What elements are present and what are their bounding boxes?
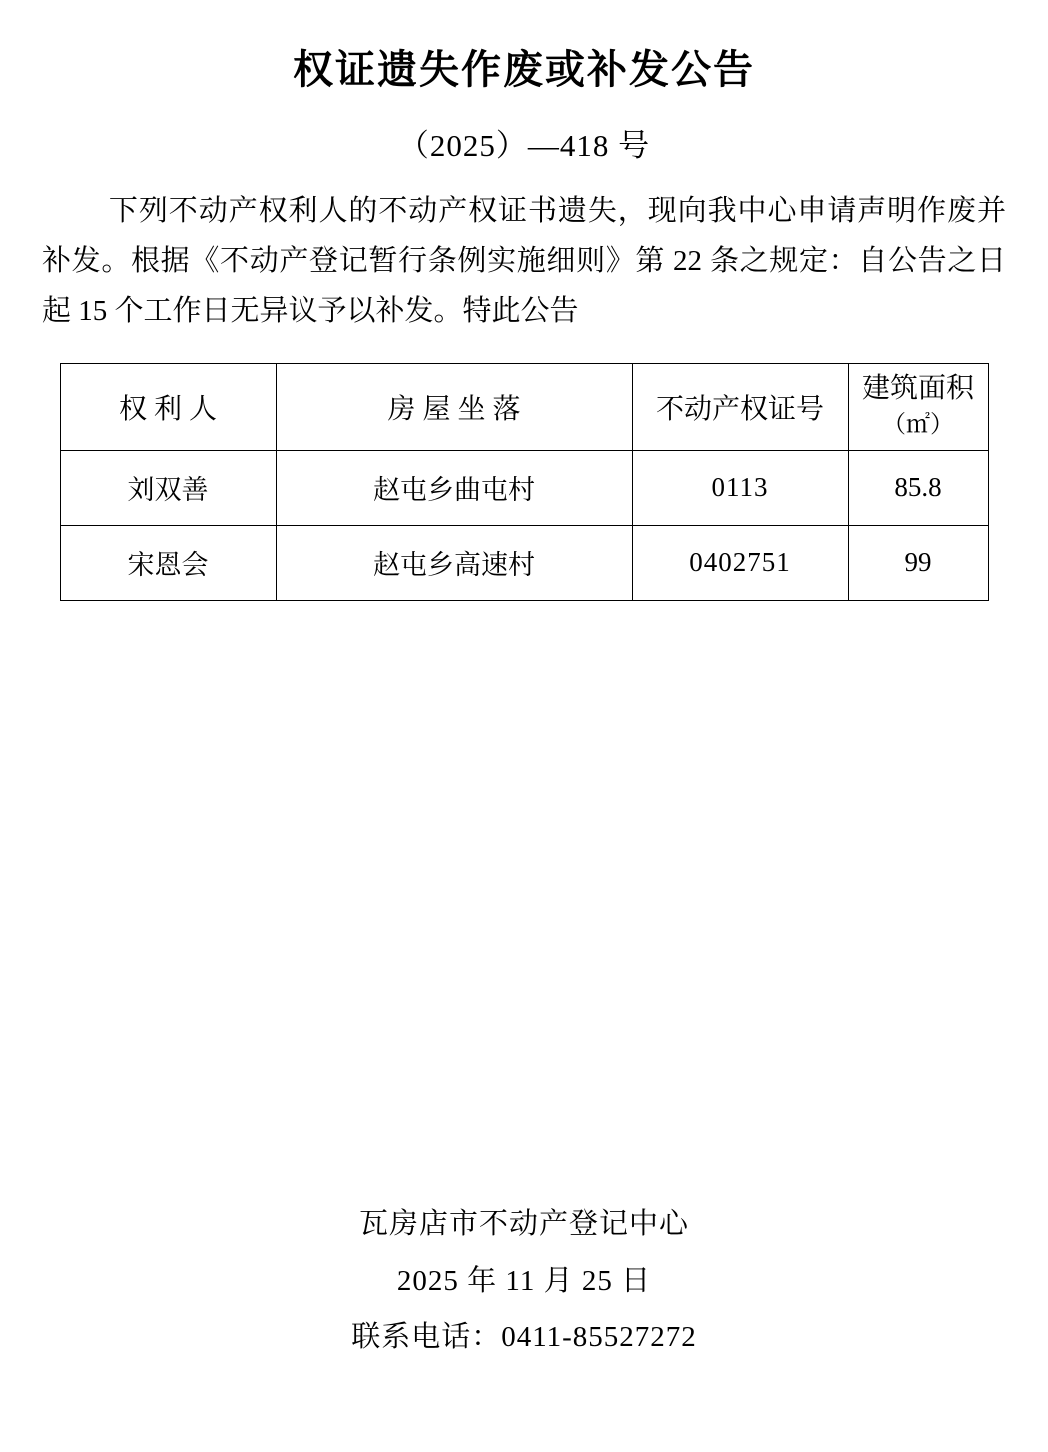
document-number: （2025）—418 号 [397, 128, 651, 163]
document-page [0, 46, 1048, 1452]
column-header-building-area [848, 363, 988, 450]
issuing-authority: 瓦房店市不动产登记中心 [358, 1208, 689, 1241]
cell-building-area: 99 [848, 525, 988, 600]
column-header-location: 房 屋 坐 落 [276, 363, 632, 450]
table-row [60, 525, 988, 600]
contact-phone: 联系电话：0411-85527272 [351, 1321, 697, 1354]
cell-location: 赵屯乡曲屯村 [276, 450, 632, 525]
document-footer [0, 1196, 1048, 1366]
cell-location: 赵屯乡高速村 [276, 525, 632, 600]
certificate-table [60, 363, 989, 601]
area-header-wrapper [849, 372, 988, 440]
cell-owner: 宋恩会 [60, 525, 276, 600]
table-header [60, 363, 988, 450]
paragraph-text: 下列不动产权利人的不动产权证书遗失，现向我中心申请声明作废并补发。根据《不动产登记暂行条例实施细则》第 22 条之规定：自公告之日起 15 个工作日无异议予以补发。特此公告 [42, 195, 1006, 327]
area-header-unit: （㎡） [882, 411, 954, 438]
table-row [60, 450, 988, 525]
page-title: 权证遗失作废或补发公告 [293, 47, 755, 92]
cell-owner: 刘双善 [60, 450, 276, 525]
cell-building-area: 85.8 [848, 450, 988, 525]
notice-paragraph [36, 187, 1012, 337]
area-header-label: 建筑面积 [861, 373, 974, 405]
table-header-row [60, 363, 988, 450]
issue-date: 2025 年 11 月 25 日 [396, 1264, 652, 1297]
cell-certificate-number: 0402751 [632, 525, 848, 600]
column-header-owner: 权 利 人 [60, 363, 276, 450]
cell-certificate-number: 0113 [632, 450, 848, 525]
table-body [60, 450, 988, 600]
column-header-certificate-number: 不动产权证号 [632, 363, 848, 450]
